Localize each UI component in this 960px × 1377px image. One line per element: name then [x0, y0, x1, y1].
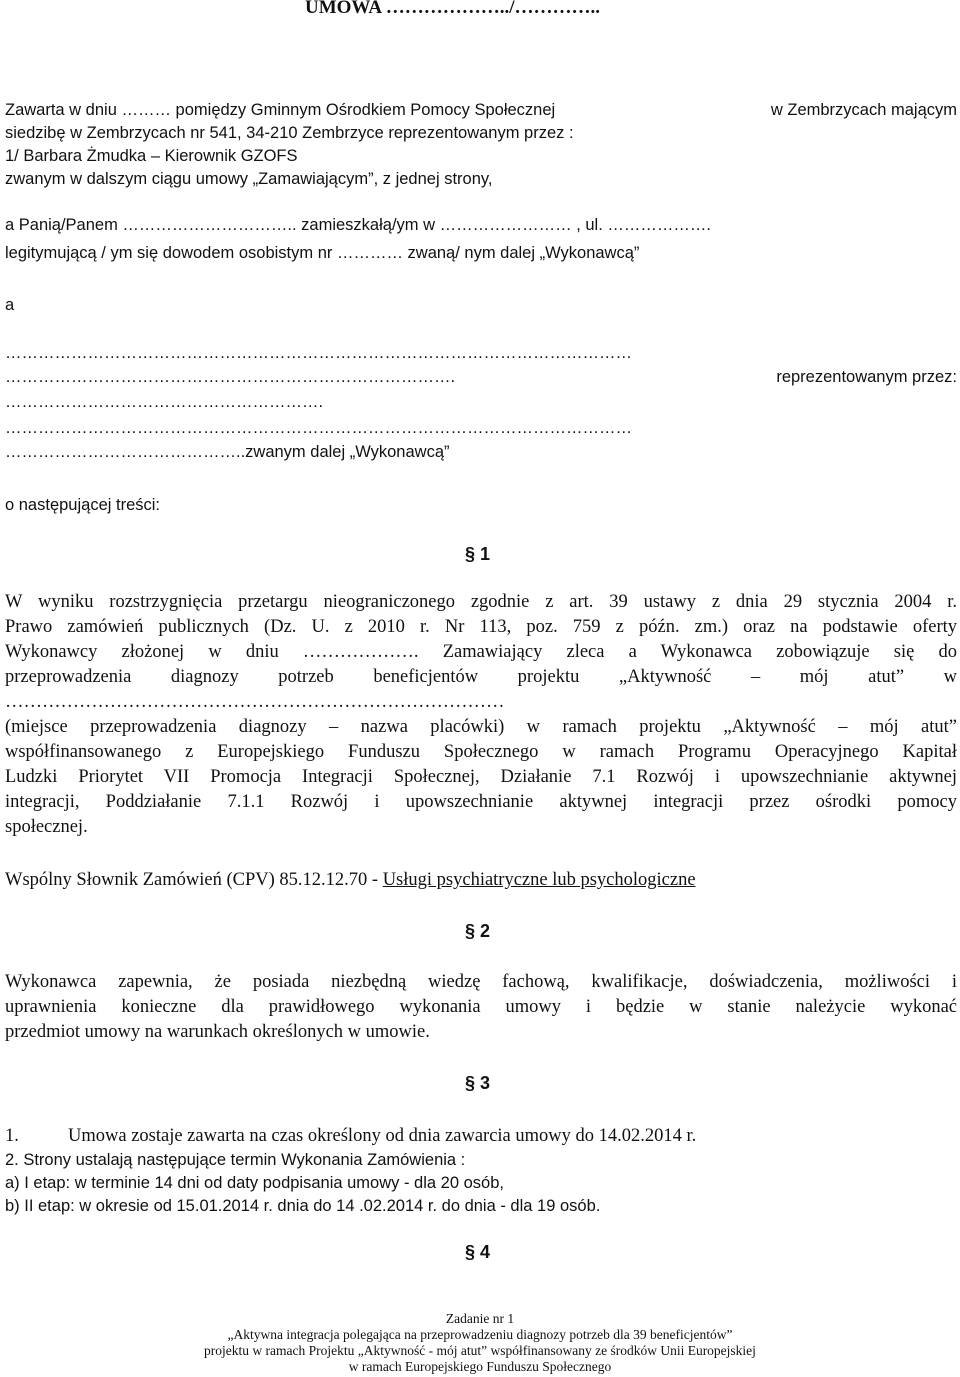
- cpv-line: [5, 868, 957, 892]
- section-3-item-1-text: Umowa zostaje zawarta na czas określony od dnia zawarcia umowy do 14.02.2014 r.: [68, 1126, 697, 1146]
- section-4-heading: § 4: [465, 1242, 491, 1262]
- section-1-line-3: Wykonawcy złożonej w dniu ………………. Zamawiający zleca a Wykonawca zobowiązuje się do: [5, 642, 957, 662]
- preamble-line-2: siedzibę w Zembrzycach nr 541, 34-210 Zembrzyce reprezentowanym przez :: [5, 124, 574, 142]
- footer-line-4: w ramach Europejskiego Funduszu Społecznego: [348, 1359, 612, 1374]
- section-1-line-8: Ludzki Priorytet VII Promocja Integracji Społecznej, Działanie 7.1 Rozwój i upowszechnianie aktywnej: [5, 767, 957, 787]
- cpv-prefix: Wspólny Słownik Zamówień (CPV) 85.12.12.70 -: [5, 870, 383, 890]
- preamble-line-1-left: Zawarta w dniu ……… pomiędzy Gminnym Ośrodkiem Pomocy Społecznej: [5, 101, 556, 119]
- section-3-item-2: 2. Strony ustalają następujące termin Wykonania Zamówienia :: [5, 1151, 466, 1169]
- contract-title: UMOWA ………………../…………..: [305, 0, 601, 18]
- section-3-heading: § 3: [465, 1073, 491, 1093]
- footer-line-1: Zadanie nr 1: [445, 1311, 515, 1326]
- section-1-line-7: współfinansowanego z Europejskiego Funduszu Społecznego w ramach Programu Operacyjnego Kapitał: [5, 742, 957, 762]
- preamble-line-12: ……………………………………..zwanym dalej „Wykonawcą”: [5, 443, 450, 461]
- preamble-line-11: ……………………………………………………………………………………………………: [5, 419, 632, 437]
- section-1-line-10: społecznej.: [5, 817, 88, 837]
- preamble-line-9-right: reprezentowanym przez:: [776, 368, 957, 386]
- section-3-item-1-number: 1.: [5, 1126, 19, 1146]
- section-2-heading: § 2: [465, 921, 491, 941]
- preamble-line-5: a Panią/Panem ………………………….. zamieszkałą/ym w …………………… , ul. ……………….: [5, 216, 711, 234]
- footer-line-3: projektu w ramach Projektu „Aktywność - mój atut” współfinansowany ze środków Unii Europejskiej: [204, 1343, 756, 1358]
- cpv-link[interactable]: Usługi psychiatryczne lub psychologiczne: [382, 870, 696, 890]
- section-3-stage-b: b) II etap: w okresie od 15.01.2014 r. dnia do 14 .02.2014 r. do dnia - dla 19 osób.: [5, 1197, 601, 1215]
- preamble-line-10: ………………………………………………….: [5, 393, 324, 411]
- section-1-line-9: integracji, Poddziałanie 7.1.1 Rozwój i upowszechnianie aktywnej integracji przez ośrodki pomocy: [5, 792, 957, 812]
- section-1-heading: § 1: [465, 544, 491, 564]
- preamble-line-1-right: w Zembrzycach mającym: [770, 101, 957, 119]
- preamble-line-13: o następującej treści:: [5, 496, 161, 514]
- section-1-line-1: W wyniku rozstrzygnięcia przetargu nieograniczonego zgodnie z art. 39 ustawy z dnia 29 stycznia 2004 r.: [5, 592, 957, 612]
- preamble-line-6: legitymującą / ym się dowodem osobistym nr ………… zwaną/ nym dalej „Wykonawcą”: [5, 244, 640, 262]
- section-1-line-4: przeprowadzenia diagnozy potrzeb beneficjentów projektu „Aktywność – mój atut” w: [5, 667, 957, 687]
- preamble-line-7: a: [5, 296, 15, 314]
- preamble-line-9-left: ……………………………………………………………………….: [5, 368, 456, 386]
- preamble-line-4: zwanym w dalszym ciągu umowy „Zamawiającym”, z jednej strony,: [5, 170, 493, 188]
- footer-line-2: „Aktywna integracja polegająca na przeprowadzeniu diagnozy potrzeb dla 39 beneficjentów”: [227, 1327, 733, 1342]
- section-1-line-5: ………………………………………………………………………: [5, 692, 505, 712]
- section-1-line-2: Prawo zamówień publicznych (Dz. U. z 2010 r. Nr 113, poz. 759 z późn. zm.) oraz na podstawie oferty: [5, 617, 957, 637]
- section-3-stage-a: a) I etap: w terminie 14 dni od daty podpisania umowy - dla 20 osób,: [5, 1174, 504, 1192]
- preamble-line-3: 1/ Barbara Żmudka – Kierownik GZOFS: [5, 147, 298, 165]
- section-1-line-6: (miejsce przeprowadzenia diagnozy – nazwa placówki) w ramach projektu „Aktywność – mój atut”: [5, 717, 957, 737]
- preamble-line-8: ……………………………………………………………………………………………………: [5, 344, 632, 362]
- section-2-line-2: uprawnienia konieczne dla prawidłowego wykonania umowy i będzie w stanie należycie wykonać: [5, 997, 957, 1017]
- section-2-line-3: przedmiot umowy na warunkach określonych w umowie.: [5, 1022, 430, 1042]
- section-2-line-1: Wykonawca zapewnia, że posiada niezbędną wiedzę fachową, kwalifikacje, doświadczenia, możliwości i: [5, 972, 957, 992]
